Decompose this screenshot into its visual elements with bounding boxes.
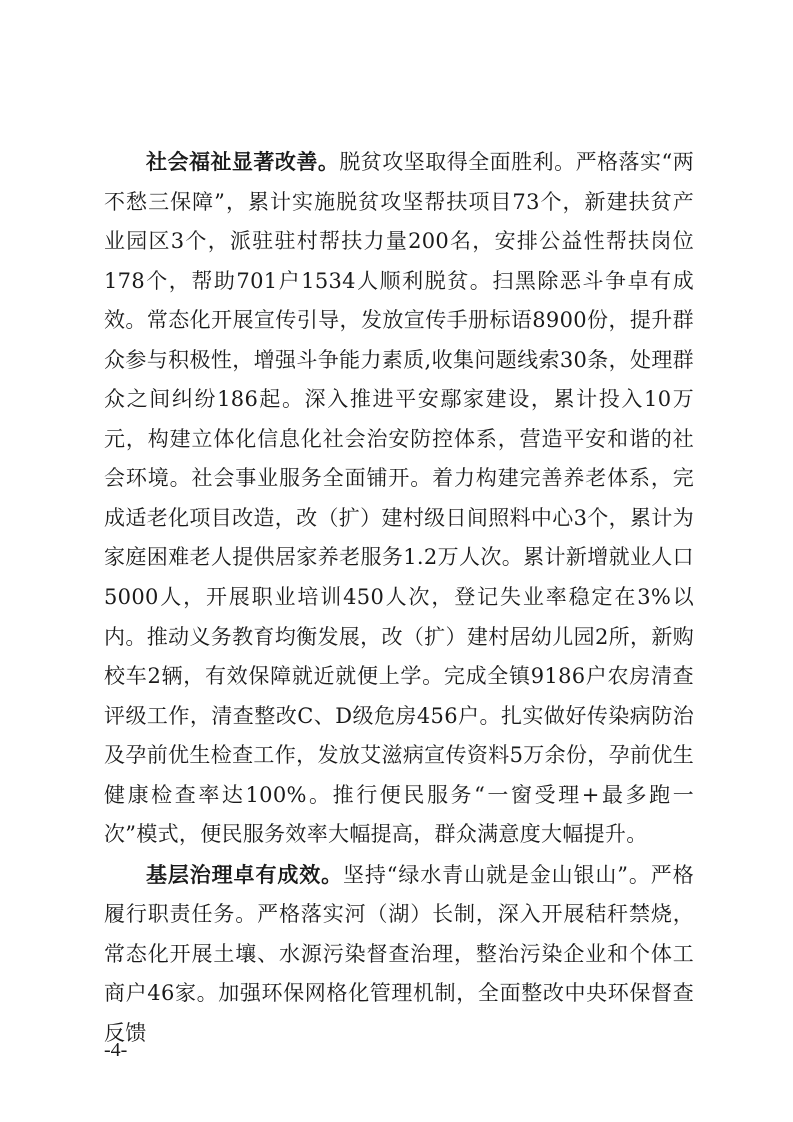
document-body bbox=[104, 142, 694, 1054]
paragraph-lead: 基层治理卓有成效。 bbox=[146, 861, 343, 887]
paragraph-lead: 社会福祉显著改善。 bbox=[146, 149, 340, 174]
paragraph-text: 脱贫攻坚取得全面胜利。严格落实“两不愁三保障”，累计实施脱贫攻坚帮扶项目73个，新建扶贫产业园区3个，派驻驻村帮扶力量200名，安排公益性帮扶岗位178个，帮助701户1534人顺利脱贫。扫黑除恶斗争卓有成效。常态化开展宣传引导，发放宣传手册标语8900份，提升群众参与积极性，增强斗争能力素质,收集问题线索30条，处理群众之间纠纷186起。深入推进平安鄢家建设，累计投入10万元，构建立体化信息化社会治安防控体系，营造平安和谐的社会环境。社会事业服务全面铺开。着力构建完善养老体系，完成适老化项目改造，改（扩）建村级日间照料中心3个，累计为家庭困难老人提供居家养老服务1.2万人次。累计新增就业人口5000人，开展职业培训450人次，登记失业率稳定在3%以内。推动义务教育均衡发展，改（扩）建村居幼儿园2所，新购校车2辆，有效保障就近就便上学。完成全镇9186户农房清查评级工作，清查整改C、D级危房456户。扎实做好传染病防治及孕前优生检查工作，发放艾滋病宣传资料5万余份，孕前优生健康检查率达100%。推行便民服务“一窗受理+最多跑一次”模式，便民服务效率大幅提高，群众满意度大幅提升。 bbox=[104, 150, 694, 847]
paragraph-grassroots-governance bbox=[104, 855, 694, 1054]
page-number: -4- bbox=[104, 1039, 128, 1061]
paragraph-social-welfare bbox=[104, 142, 694, 855]
paragraph-text: 坚持“绿水青山就是金山银山”。严格履行职责任务。严格落实河（湖）长制，深入开展秸秆禁烧，常态化开展土壤、水源污染督查治理，整治污染企业和个体工商户46家。加强环保网格化管理机制，全面整改中央环保督查反馈 bbox=[104, 862, 694, 1046]
